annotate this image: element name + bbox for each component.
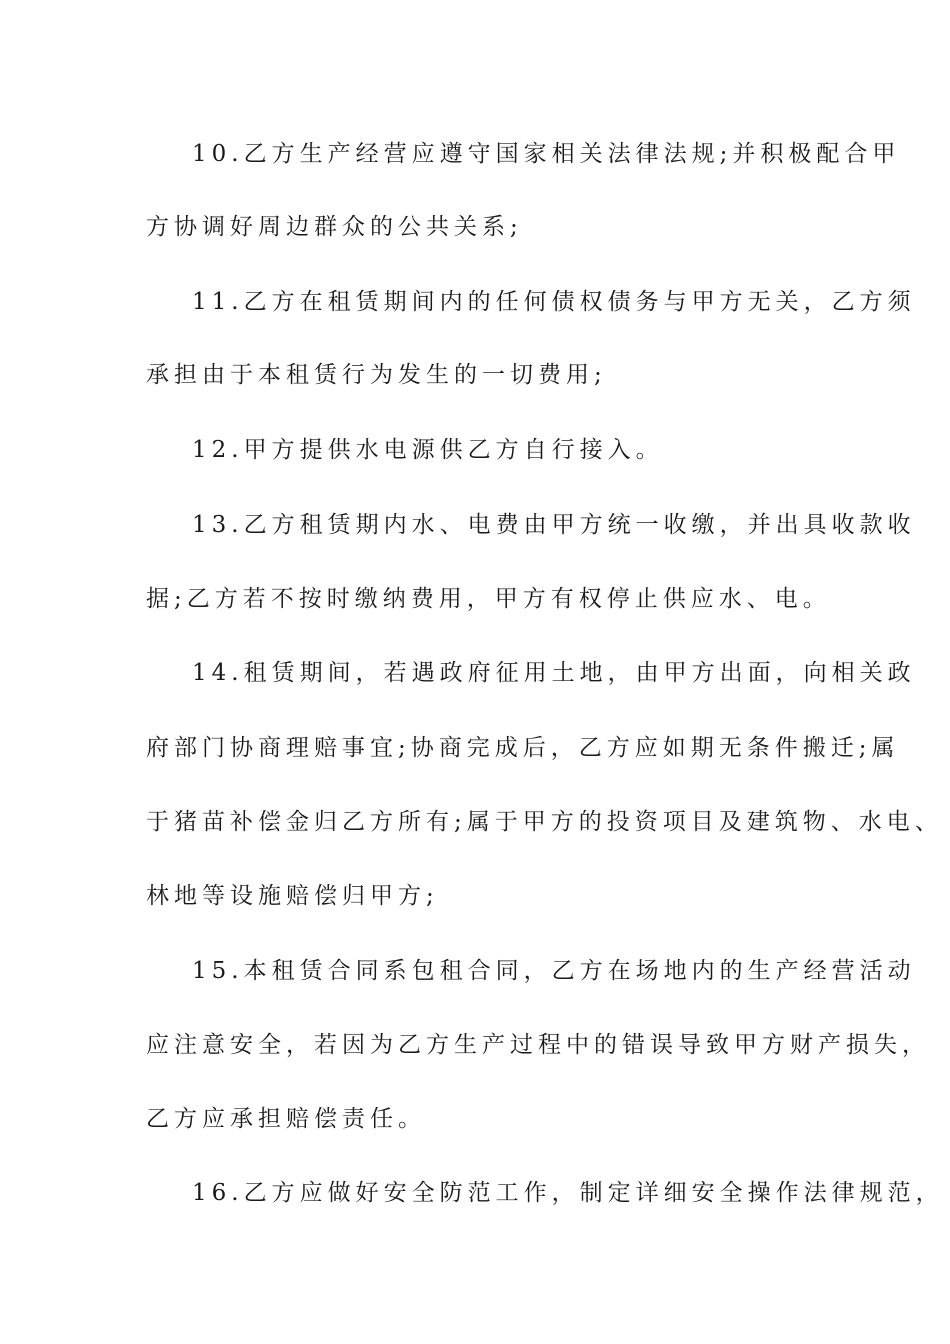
clause-13-line-2: 据;乙方若不按时缴纳费用，甲方有权停止供应水、电。 bbox=[146, 586, 831, 612]
clause-15-line-3: 乙方应承担赔偿责任。 bbox=[146, 1106, 426, 1132]
clause-10-line-1: 10.乙方生产经营应遵守国家相关法律法规;并积极配合甲 bbox=[192, 141, 901, 167]
clause-14-line-3: 于猪苗补偿金归乙方所有;属于甲方的投资项目及建筑物、水电、 bbox=[146, 809, 943, 835]
clause-16-line-1: 16.乙方应做好安全防范工作，制定详细安全操作法律规范， bbox=[192, 1180, 944, 1206]
clause-15-line-1: 15.本租赁合同系包租合同，乙方在场地内的生产经营活动 bbox=[192, 958, 916, 984]
clause-13-line-1: 13.乙方租赁期内水、电费由甲方统一收缴，并出具收款收 bbox=[192, 512, 916, 538]
clause-15-line-2: 应注意安全，若因为乙方生产过程中的错误导致甲方财产损失， bbox=[146, 1032, 930, 1058]
clause-14-line-4: 林地等设施赔偿归甲方; bbox=[146, 883, 439, 909]
clause-14-line-2: 府部门协商理赔事宜;协商完成后，乙方应如期无条件搬迁;属 bbox=[146, 735, 900, 761]
clause-10-line-2: 方协调好周边群众的公共关系; bbox=[146, 214, 523, 240]
clause-11-line-1: 11.乙方在租赁期间内的任何债权债务与甲方无关，乙方须 bbox=[192, 289, 916, 315]
clause-11-line-2: 承担由于本租赁行为发生的一切费用; bbox=[146, 362, 607, 388]
clause-12-line-1: 12.甲方提供水电源供乙方自行接入。 bbox=[192, 437, 664, 463]
clause-14-line-1: 14.租赁期间，若遇政府征用土地，由甲方出面，向相关政 bbox=[192, 660, 916, 686]
